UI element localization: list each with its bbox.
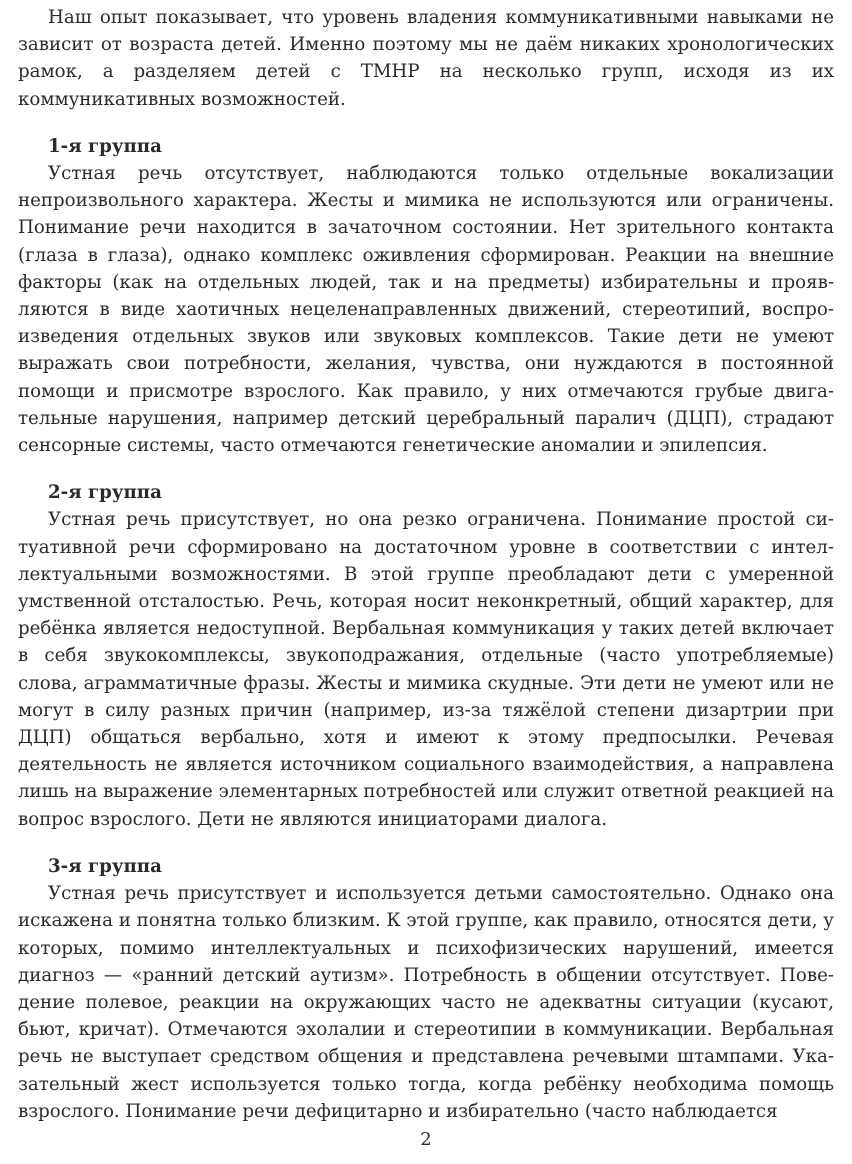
section-heading: 3-я группа <box>48 855 162 877</box>
page-number: 2 <box>420 1129 432 1150</box>
section-heading: 1-я группа <box>48 135 162 157</box>
intro-paragraph: Наш опыт показывает, что уровень владения коммуникативными навыками не зависит от возраста детей. Именно поэтому мы не даём никаких хронологических рамок, а разделяем детей с ТМНР на несколько групп, исходя из их коммуникативных возможностей. <box>18 7 834 110</box>
section-group-2 <box>18 479 834 833</box>
section-heading: 2-я группа <box>48 482 162 504</box>
section-group-1 <box>18 133 834 459</box>
section-paragraph: Устная речь отсутствует, наблюдаются только отдельные вокализации непроизвольного характера. Жесты и мимика не используются или ограничены. Понимание речи находится в зачаточном состоянии. Нет зрительного контакта (глаза в глаза), однако комплекс оживления сформирован. Реакции на внешние факторы (как на отдельных людей, так и на предметы) избирательны и проявляются в виде хаотичных нецеленаправленных движений, стереотипий, воспроизведения отдельных звуков или звуковых комплексов. Такие дети не умеют выражать свои потребности, желания, чувства, они нуждаются в постоянной помощи и присмотре взрослого. Как правило, у них отмечаются грубые двигательные нарушения, например детский церебральный паралич (ДЦП), страдают сенсорные системы, часто отмечаются генетические аномалии и эпилепсия. <box>18 163 834 457</box>
section-paragraph: Устная речь присутствует и используется детьми самостоятельно. Однако она искажена и понятна только близким. К этой группе, как правило, относятся дети, у которых, помимо интеллектуальных и психофизических нарушений, имеется диагноз — «ранний детский аутизм». Потребность в общении отсутствует. Поведение полевое, реакции на окружающих часто не адекватны ситуации (кусают, бьют, кричат). Отмечаются эхолалии и стереотипии в коммуникации. Вербальная речь не выступает средством общения и представлена речевыми штампами. Указательный жест используется только тогда, когда ребёнку необходима помощь взрослого. Понимание речи дефицитарно и избирательно (часто наблюдается <box>18 883 834 1122</box>
section-paragraph: Устная речь присутствует, но она резко ограничена. Понимание простой ситуативной речи сформировано на достаточном уровне в соответствии с интеллектуальными возможностями. В этой группе преобладают дети с умеренной умственной отсталостью. Речь, которая носит неконкретный, общий характер, для ребёнка является недоступной. Вербальная коммуникация у таких детей включает в себя звукокомплексы, звукоподражания, отдельные (часто употребляемые) слова, аграмматичные фразы. Жесты и мимика скудные. Эти дети не умеют или не могут в силу разных причин (например, из-за тяжёлой степени дизартрии при ДЦП) общаться вербально, хотя и имеют к этому предпосылки. Речевая деятельность не является источником социального взаимодействия, а направлена лишь на выражение элементарных потребностей или служит ответной реакцией на вопрос взрослого. Дети не являются инициаторами диалога. <box>18 509 834 830</box>
document-page <box>18 4 834 1125</box>
section-group-3 <box>18 853 834 1125</box>
